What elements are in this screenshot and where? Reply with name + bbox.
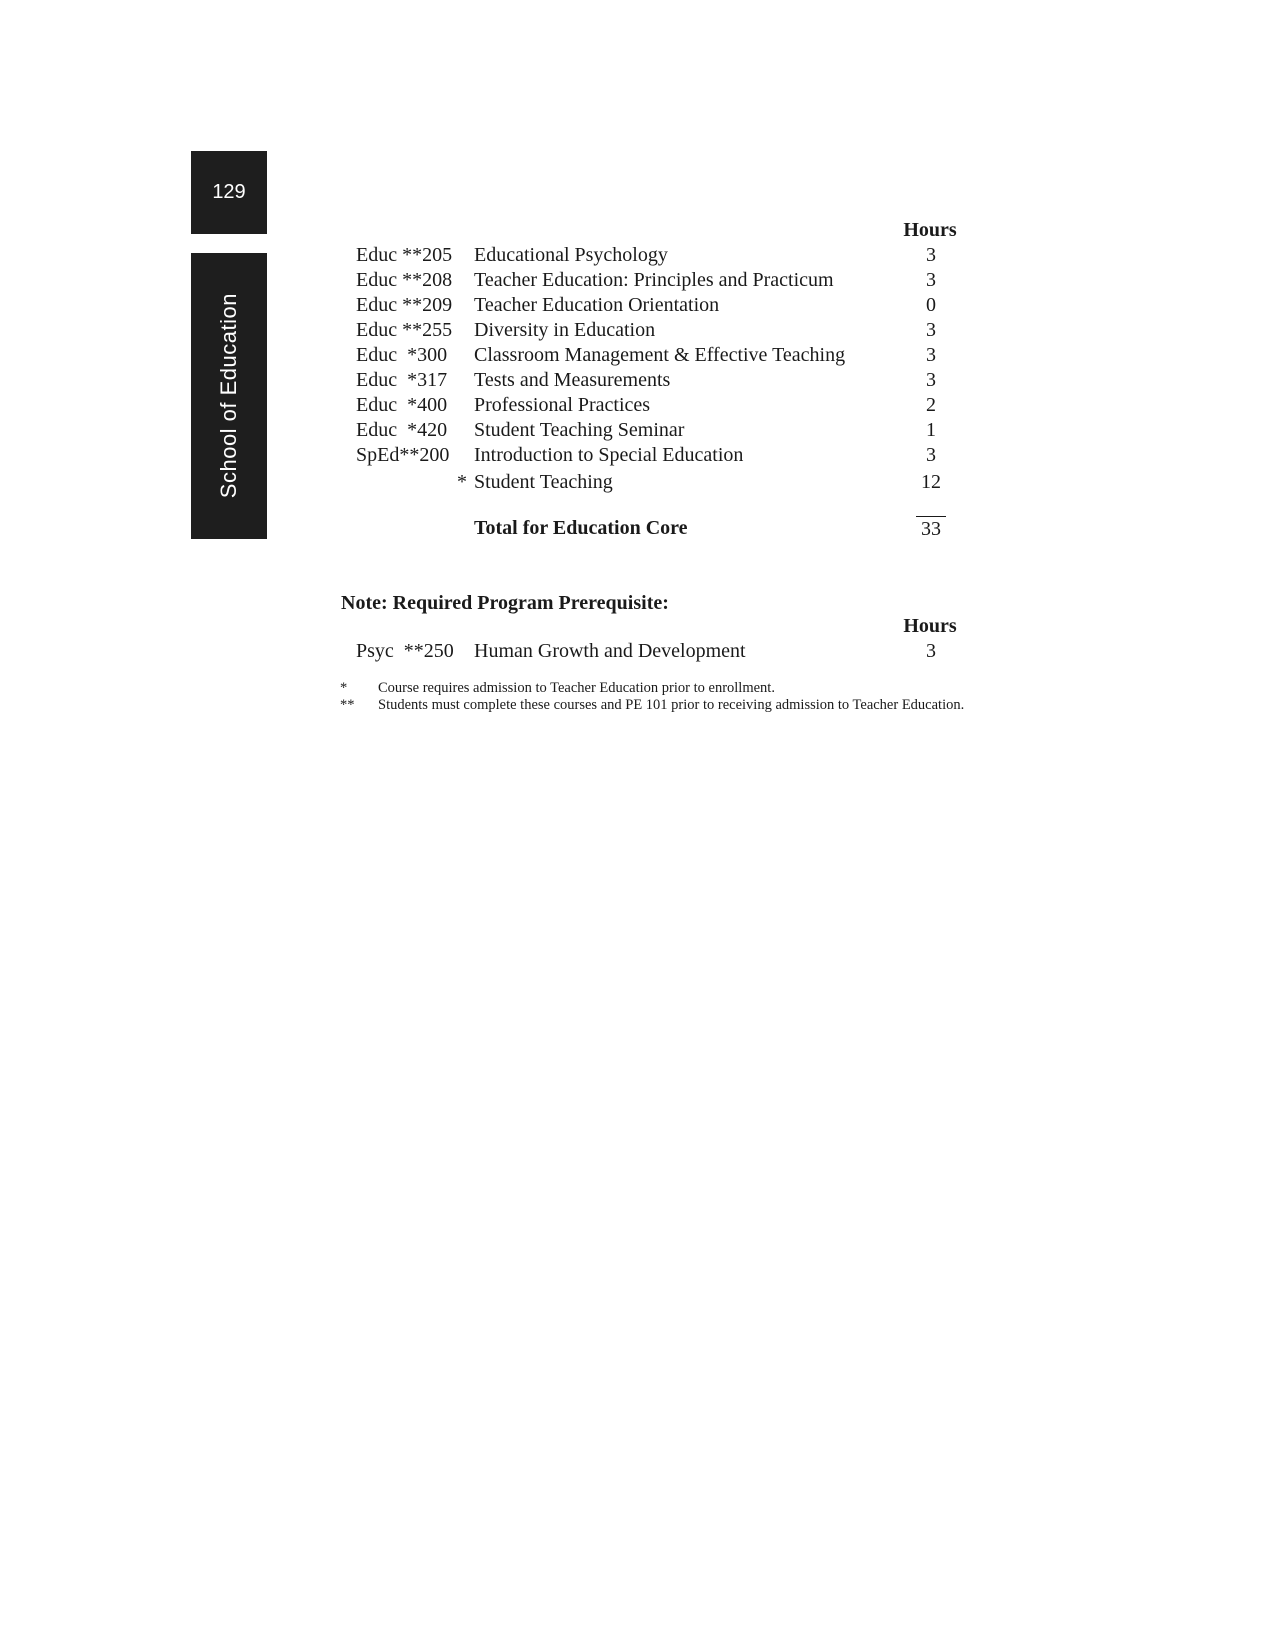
course-code: Educ *420 bbox=[356, 419, 448, 441]
admission-required-marker: * bbox=[457, 471, 467, 493]
course-code: Educ **255 bbox=[356, 319, 453, 341]
course-code: Educ *317 bbox=[356, 369, 448, 391]
course-row bbox=[356, 393, 956, 418]
section-title: School of Education bbox=[216, 293, 241, 499]
prerequisite-hours-header: Hours bbox=[903, 615, 957, 637]
course-row bbox=[356, 470, 956, 495]
course-title: Human Growth and Development bbox=[474, 640, 746, 662]
course-title: Diversity in Education bbox=[474, 319, 656, 341]
prerequisite-row bbox=[356, 639, 956, 664]
course-title: Student Teaching Seminar bbox=[474, 419, 685, 441]
course-code: SpEd**200 bbox=[356, 444, 450, 466]
course-hours: 3 bbox=[926, 344, 936, 366]
course-title: Introduction to Special Education bbox=[474, 444, 744, 466]
course-code: Educ **205 bbox=[356, 244, 453, 266]
footnote-text: Students must complete these courses and PE 101 prior to receiving admission to Teacher Education. bbox=[378, 697, 965, 713]
course-title: Professional Practices bbox=[474, 394, 651, 416]
section-tab bbox=[191, 253, 267, 539]
footnotes bbox=[340, 680, 1012, 714]
course-row bbox=[356, 293, 956, 318]
course-title: Student Teaching bbox=[474, 471, 613, 493]
course-row bbox=[356, 268, 956, 293]
course-hours: 3 bbox=[926, 244, 936, 266]
course-code: Educ *300 bbox=[356, 344, 448, 366]
core-hours-header: Hours bbox=[903, 219, 957, 241]
course-title: Teacher Education Orientation bbox=[474, 294, 720, 316]
course-hours: 3 bbox=[926, 319, 936, 341]
course-row bbox=[356, 443, 956, 468]
course-hours: 3 bbox=[926, 369, 936, 391]
course-title: Teacher Education: Principles and Practicum bbox=[474, 269, 834, 291]
course-hours: 3 bbox=[926, 444, 936, 466]
course-code: Educ **208 bbox=[356, 269, 453, 291]
page-number: 129 bbox=[212, 181, 246, 203]
course-row bbox=[356, 343, 956, 368]
course-code: Educ *400 bbox=[356, 394, 448, 416]
course-row bbox=[356, 418, 956, 443]
course-title: Tests and Measurements bbox=[474, 369, 671, 391]
course-hours: 0 bbox=[926, 294, 936, 316]
course-code: Psyc **250 bbox=[356, 640, 454, 662]
prerequisite-heading: Note: Required Program Prerequisite: bbox=[341, 592, 669, 614]
course-hours: 12 bbox=[921, 471, 941, 493]
course-row bbox=[356, 318, 956, 343]
course-title: Classroom Management & Effective Teaching bbox=[474, 344, 846, 366]
course-row bbox=[356, 243, 956, 268]
page-number-tab bbox=[191, 151, 267, 234]
footnote-symbol: ** bbox=[340, 697, 355, 713]
footnote-text: Course requires admission to Teacher Education prior to enrollment. bbox=[378, 680, 775, 696]
footnote bbox=[340, 680, 1012, 697]
footnote bbox=[340, 697, 1012, 714]
course-code: Educ **209 bbox=[356, 294, 453, 316]
total-label: Total for Education Core bbox=[474, 517, 688, 539]
course-hours: 3 bbox=[926, 640, 936, 662]
course-row bbox=[356, 368, 956, 393]
course-hours: 2 bbox=[926, 394, 936, 416]
course-hours: 3 bbox=[926, 269, 936, 291]
footnote-symbol: * bbox=[340, 680, 348, 696]
course-title: Educational Psychology bbox=[474, 244, 668, 266]
course-hours: 1 bbox=[926, 419, 936, 441]
total-hours: 33 bbox=[916, 516, 946, 542]
